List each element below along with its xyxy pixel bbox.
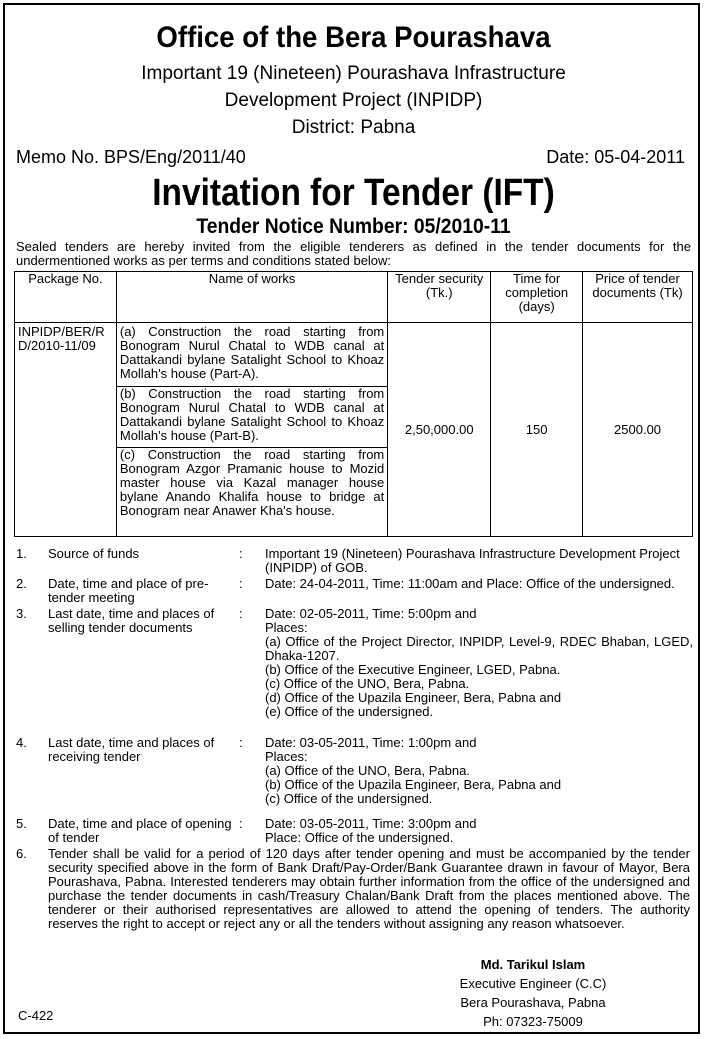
completion-days: 150 [491, 323, 583, 537]
table-header-row [15, 272, 693, 323]
item-colon: : [239, 816, 243, 831]
conditions-list [14, 547, 694, 947]
item-label: Last date, time and places of receiving tender [48, 735, 215, 764]
signatory-name: Md. Tarikul Islam [480, 957, 586, 972]
work-item-c: (c) Construction the road starting from Bonogram Azgor Pramanic house to Mozid master house via Kazal manager house bylane Anando Khalifa house to bridge at Bonogram near Anawer Kha's house. [116, 448, 387, 537]
signatory-office: Bera Pourashava, Pabna [460, 995, 606, 1010]
item-value [265, 607, 693, 719]
item-number: 1. [16, 546, 27, 561]
memo-date: Date: 05-04-2011 [546, 147, 685, 167]
district: District: Pabna [291, 117, 416, 138]
item-value [265, 817, 693, 845]
item-value [265, 736, 693, 806]
col-document-price: Price of tender documents (Tk) [583, 272, 693, 323]
work-item-a: (a) Construction the road starting from Bonogram Nurul Chatal to WDB canal at Dattakandi bylane Satalight School to Khoaz Mollah's house (Part-A). [116, 323, 387, 387]
item-label: Source of funds [48, 546, 140, 561]
place-item: (c) Office of the UNO, Bera, Pabna. [265, 676, 470, 691]
item-label: Date, time and place of pre-tender meeting [48, 576, 209, 605]
tender-notice-number: Tender Notice Number: 05/2010-11 [196, 215, 511, 238]
list-item [14, 547, 694, 577]
tender-security: 2,50,000.00 [388, 323, 491, 537]
work-item-b: (b) Construction the road starting from Bonogram Nurul Chatal to WDB canal at Dattakandi bylane Satalight School to Khoaz Mollah's house (Part-B). [116, 387, 387, 448]
place-item: (e) Office of the undersigned. [265, 704, 434, 719]
item-colon: : [239, 606, 243, 621]
place-item: (c) Office of the undersigned. [265, 791, 433, 806]
list-item [14, 577, 694, 607]
item-date-time: Date: 03-05-2011, Time: 1:00pm and [265, 735, 477, 750]
col-name-of-works: Name of works [116, 272, 387, 323]
project-line-1: Important 19 (Nineteen) Pourashava Infrastructure [141, 63, 566, 84]
signatory-designation: Executive Engineer (C.C) [459, 976, 607, 991]
package-number: INPIDP/BER/RD/2010-11/09 [15, 323, 117, 537]
place-item: (a) Office of the Project Director, INPIDP, Level-9, RDEC Bhaban, LGED, Dhaka-1207. [265, 634, 693, 663]
item-paragraph: Tender shall be valid for a period of 120 days after tender opening and must be accompanied by the tender security specified above in the form of Bank Draft/Pay-Order/Bank Guarantee drawn in favour of Mayor, Bera Pourashava, Pabna. Interested tenderers may obtain further information from the office of the undersigned and purchase the tender documents in cash/Treasury Chalan/Bank Draft from the places mentioned above. The tenderer or their authorised representatives are allowed to attend the opening of tenders. The authority reserves the right to accept or reject any or all the tenders without assigning any reason whatsoever. [48, 846, 690, 931]
item-number: 2. [16, 576, 27, 591]
office-title: Office of the Bera Pourashava [156, 21, 551, 54]
list-item [14, 607, 694, 736]
list-item [14, 736, 694, 817]
col-package-no: Package No. [15, 272, 117, 323]
table-row [15, 323, 693, 387]
item-value: Date: 24-04-2011, Time: 11:00am and Place: Office of the undersigned. [265, 576, 675, 591]
list-item [14, 847, 694, 947]
places-label: Places: [265, 620, 308, 635]
item-value: Important 19 (Nineteen) Pourashava Infrastructure Development Project (INPIDP) of GOB. [265, 546, 680, 575]
item-colon: : [239, 735, 243, 750]
project-line-2: Development Project (INPIDP) [224, 90, 483, 111]
item-colon: : [239, 576, 243, 591]
item-colon: : [239, 546, 243, 561]
signatory-phone: Ph: 07323-75009 [483, 1014, 583, 1029]
item-number: 5. [16, 816, 27, 831]
item-number: 6. [16, 846, 27, 861]
item-place: Place: Office of the undersigned. [265, 830, 454, 845]
item-label: Date, time and place of opening of tender [48, 816, 232, 845]
item-number: 4. [16, 735, 27, 750]
document-title: Invitation for Tender (IFT) [152, 172, 555, 214]
works-table [14, 271, 693, 537]
place-item: (a) Office of the UNO, Bera, Pabna. [265, 763, 470, 778]
item-number: 3. [16, 606, 27, 621]
memo-number: Memo No. BPS/Eng/2011/40 [16, 147, 246, 167]
place-item: (b) Office of the Upazila Engineer, Bera, Pabna and [265, 777, 562, 792]
col-completion-time: Time for completion (days) [491, 272, 583, 323]
place-item: (b) Office of the Executive Engineer, LGED, Pabna. [265, 662, 561, 677]
place-item: (d) Office of the Upazila Engineer, Bera, Pabna and [265, 690, 562, 705]
document-price: 2500.00 [583, 323, 693, 537]
col-tender-security: Tender security (Tk.) [388, 272, 491, 323]
item-label: Last date, time and places of selling tender documents [48, 606, 215, 635]
intro-paragraph: Sealed tenders are hereby invited from the eligible tenderers as defined in the tender documents for the undermentioned works as per terms and conditions stated below: [16, 239, 691, 268]
item-date-time: Date: 02-05-2011, Time: 5:00pm and [265, 606, 477, 621]
reference-code: C-422 [18, 1008, 54, 1023]
places-label: Places: [265, 749, 308, 764]
list-item [14, 817, 694, 847]
item-date-time: Date: 03-05-2011, Time: 3:00pm and [265, 816, 477, 831]
